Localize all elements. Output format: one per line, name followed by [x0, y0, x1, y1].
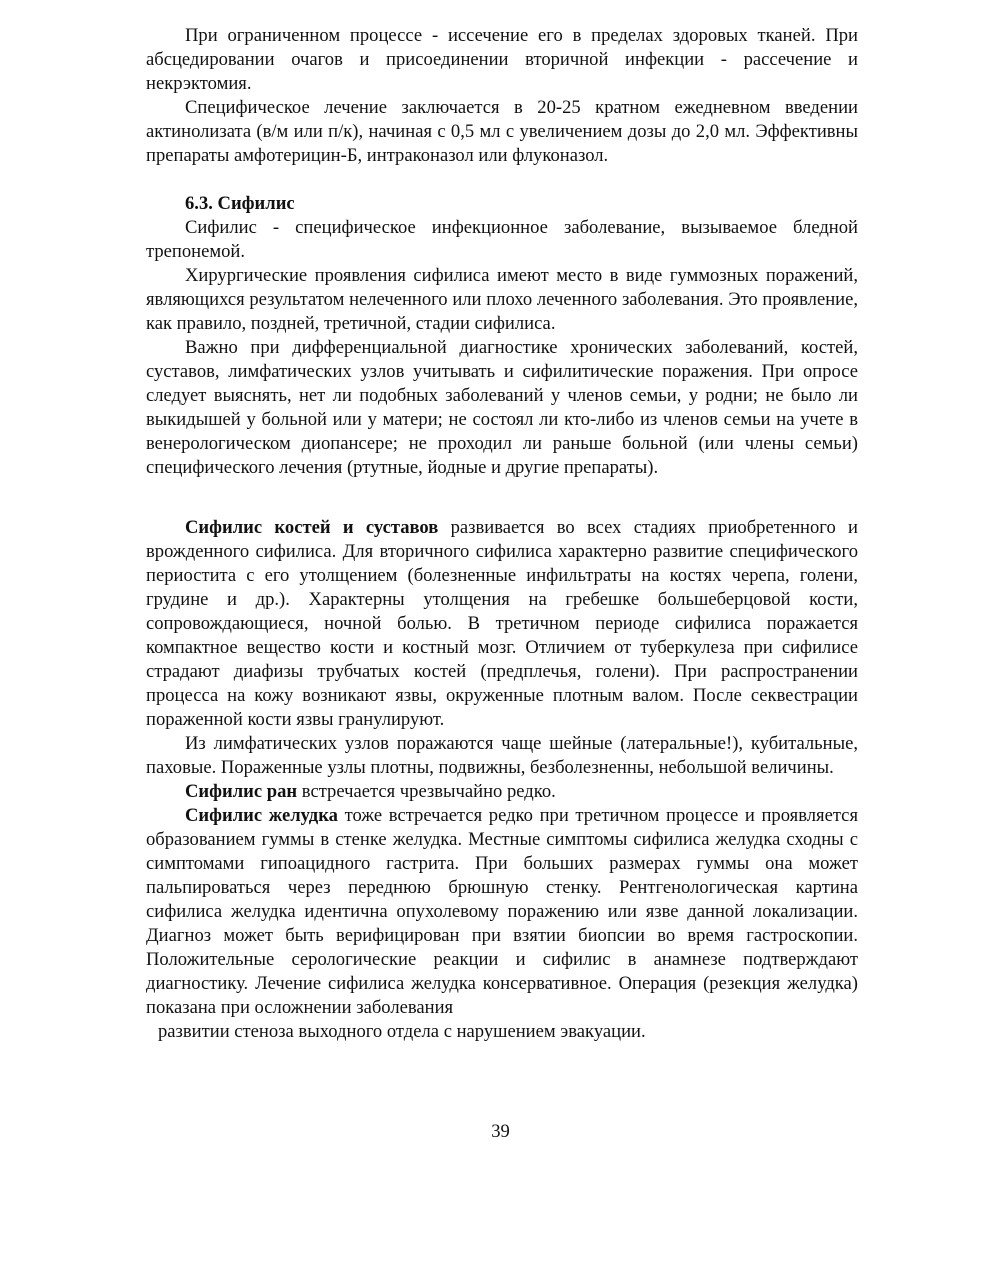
spacer: [146, 480, 858, 516]
paragraph-stomach-text: тоже встречается редко при третичном процессе и проявляется образованием гуммы в стенке желудка. Местные симптомы сифилиса желудка сходны с симптомами гипоацидного гастрита. При больших размерах гуммы она может пальпироваться через переднюю брюшную стенку. Рентгенологическая картина сифилиса желудка идентична опухолевому поражению или язве данной локализации. Диагноз может быть верифицирован при взятии биопсии во время гастроскопии. Положительные серологические реакции и сифилис в анамнезе подтверждают диагностику. Лечение сифилиса желудка консервативное. Операция (резекция желудка) показана при осложнении заболевания: [146, 805, 858, 1018]
page-number: 39: [491, 1121, 510, 1142]
paragraph-differential-diagnosis: Важно при дифференциальной диагностике хронических заболеваний, костей, суставов, лимфатических узлов учитывать и сифилитические поражения. При опросе следует выяснять, нет ли подобных заболеваний у членов семьи, у родни; не было ли выкидышей у больной или у матери; не состоял ли кто-либо из членов семьи на учете в венерологическом диопансере; не проходил ли раньше больной (или члены семьи) специфического лечения (ртутные, йодные и другие препараты).: [146, 337, 858, 478]
spacer: [146, 168, 858, 192]
section-heading: 6.3. Сифилис: [185, 193, 295, 214]
term-bone-joint-syphilis: Сифилис костей и суставов: [185, 517, 439, 538]
paragraph-limited-process: При ограниченном процессе - иссечение его в пределах здоровых тканей. При абсцедировании очагов и присоединении вторичной инфекции - рассечение и некрэктомия.: [146, 25, 858, 94]
paragraph-lymph-nodes: Из лимфатических узлов поражаются чаще шейные (латеральные!), кубитальные, паховые. Пораженные узлы плотны, подвижны, безболезненны, небольшой величины.: [146, 733, 858, 778]
paragraph-specific-treatment: Специфическое лечение заключается в 20-25 кратном ежедневном введении актинолизата (в/м или п/к), начиная с 0,5 мл с увеличением дозы до 2,0 мл. Эффективны препараты амфотерицин-Б, интраконазол или флуконазол.: [146, 97, 858, 166]
paragraph-wound-text: встречается чрезвычайно редко.: [297, 781, 556, 802]
paragraph-surgical-manifestations: Хирургические проявления сифилиса имеют место в виде гуммозных поражений, являющихся результатом нелеченного или плохо леченного заболевания. Это проявление, как правило, поздней, третичной, стадии сифилиса.: [146, 265, 858, 334]
paragraph-bone-joint-syphilis: [146, 516, 858, 732]
paragraph-stomach-syphilis: [146, 804, 858, 1020]
term-stomach-syphilis: Сифилис желудка: [185, 805, 338, 826]
paragraph-syphilis-definition: Сифилис - специфическое инфекционное заболевание, вызываемое бледной трепонемой.: [146, 217, 858, 262]
document-page: [146, 24, 858, 1044]
term-wound-syphilis: Сифилис ран: [185, 781, 298, 802]
paragraph-wound-syphilis: [146, 780, 858, 804]
paragraph-bone-joint-text: развивается во всех стадиях приобретенного и врожденного сифилиса. Для вторичного сифилиса характерно развитие специфического периостита с его утолщением (болезненные инфильтраты на костях черепа, голени, грудине и др.). Характерны утолщения на гребешке большеберцовой кости, сопровождающиеся, ночной болью. В третичном периоде сифилиса поражается компактное вещество кости и костный мозг. Отличием от туберкулеза при сифилисе страдают диафизы трубчатых костей (предплечья, голени). При распространении процесса на кожу возникают язвы, окруженные плотным валом. После секвестрации пораженной кости язвы гранулируют.: [146, 517, 858, 730]
paragraph-stomach-last-line: развитии стеноза выходного отдела с нарушением эвакуации.: [158, 1021, 646, 1042]
